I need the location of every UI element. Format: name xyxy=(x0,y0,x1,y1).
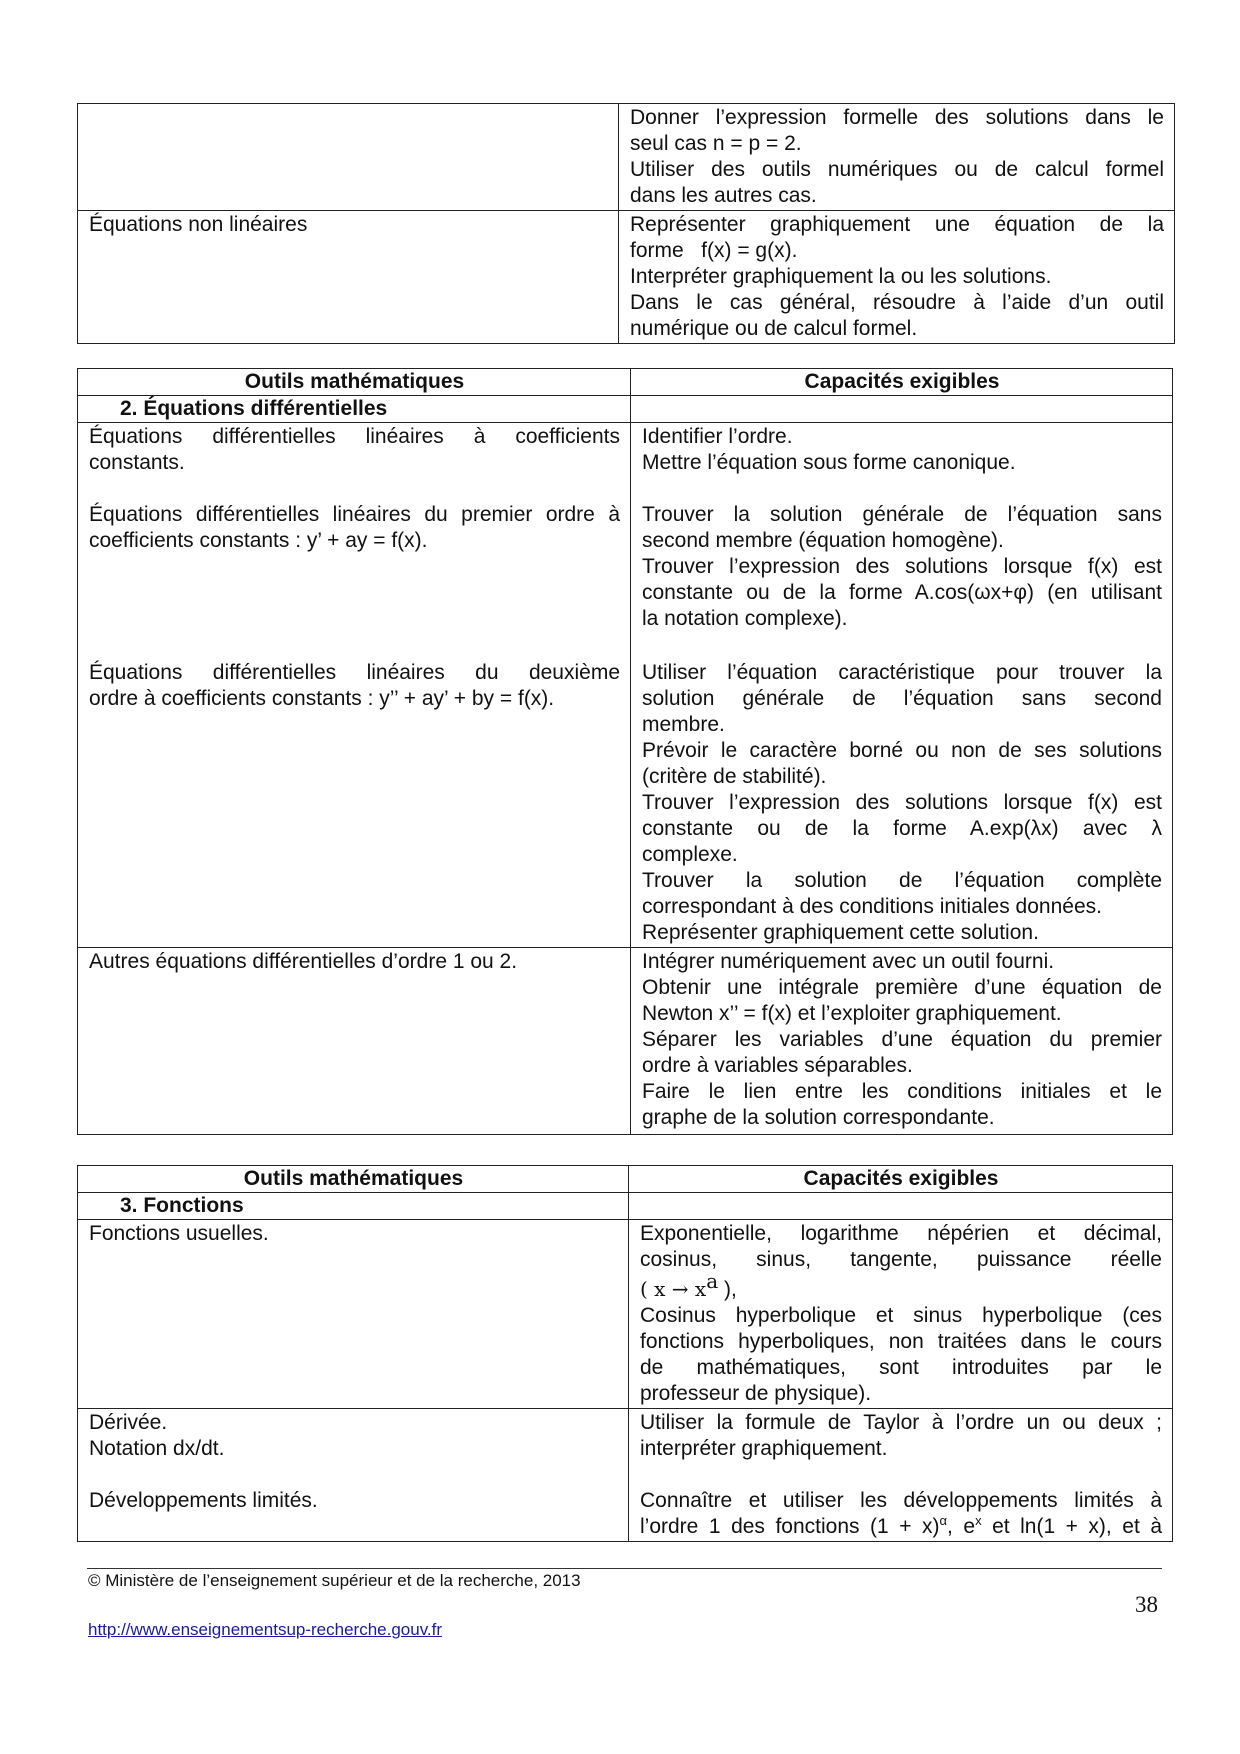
cell-left xyxy=(78,423,631,948)
spacer xyxy=(89,606,620,632)
text-line: Mettre l’équation sous forme canonique. xyxy=(642,451,1016,474)
text-line: membre. xyxy=(642,713,725,736)
text-line: Exponentielle, logarithme népérien et décimal, xyxy=(640,1222,1162,1245)
text-line: dans les autres cas. xyxy=(630,184,817,207)
text-line: Cosinus hyperbolique et sinus hyperbolique (ces xyxy=(640,1304,1162,1327)
cell-left xyxy=(78,1409,629,1542)
spacer xyxy=(89,1462,618,1488)
spacer xyxy=(642,632,1162,660)
cell-right xyxy=(619,104,1175,211)
text-line: Newton x’’ = f(x) et l’exploiter graphiquement. xyxy=(642,1002,1062,1025)
table-row xyxy=(78,211,1175,344)
spacer xyxy=(89,632,620,660)
math-exponent: α xyxy=(939,1513,948,1528)
text-line: Notation dx/dt. xyxy=(89,1437,225,1460)
section-title: 3. Fonctions xyxy=(78,1193,629,1220)
table-equations-differentielles xyxy=(77,368,1173,1135)
cell-right xyxy=(631,423,1173,948)
cell-left xyxy=(78,1220,629,1409)
text-line: second membre (équation homogène). xyxy=(642,529,1004,552)
text-line: constants. xyxy=(89,451,185,474)
cell-right xyxy=(629,1220,1173,1409)
cell-left xyxy=(78,104,619,211)
spacer xyxy=(642,476,1162,502)
math-text: ( x → x xyxy=(640,1277,707,1301)
text-line: Séparer les variables d’une équation du premier xyxy=(642,1028,1162,1051)
page-number: 38 xyxy=(1135,1592,1158,1617)
text-line: la notation complexe). xyxy=(642,607,848,630)
power-function-line xyxy=(640,1269,1162,1303)
cell-right xyxy=(631,948,1173,1135)
text-line: interpréter graphiquement. xyxy=(640,1437,888,1460)
text-line: Intégrer numériquement avec un outil fourni. xyxy=(642,950,1055,973)
footer-url-link[interactable]: http://www.enseignementsup-recherche.gouv.fr xyxy=(88,1620,443,1639)
text-line: fonctions hyperboliques, non traitées dans le cours xyxy=(640,1330,1162,1353)
header-outils: Outils mathématiques xyxy=(78,1166,629,1193)
table-row xyxy=(78,1409,1173,1542)
math-exponent: a xyxy=(706,1269,719,1293)
spacer xyxy=(89,554,620,580)
text-line: Dans le cas général, résoudre à l’aide d’un outil xyxy=(630,291,1164,314)
header-capacites: Capacités exigibles xyxy=(631,369,1173,396)
text-line xyxy=(640,1514,1162,1540)
header-outils: Outils mathématiques xyxy=(78,369,631,396)
text-line: ordre à coefficients constants : y’’ + ay’ + by = f(x). xyxy=(89,687,555,710)
text-line: constante ou de la forme A.cos(ωx+φ) (en utilisant xyxy=(642,581,1162,604)
text-line: Équations différentielles linéaires du premier ordre à xyxy=(89,503,620,526)
text-line: correspondant à des conditions initiales données. xyxy=(642,895,1102,918)
cell-right xyxy=(629,1409,1173,1542)
text-fragment: l’ordre 1 des fonctions (1 + x) xyxy=(640,1515,940,1538)
footer-divider xyxy=(87,1568,1162,1569)
text-line: numérique ou de calcul formel. xyxy=(630,317,918,340)
text-line: solution générale de l’équation sans second xyxy=(642,687,1162,710)
text-line: Utiliser l’équation caractéristique pour trouver la xyxy=(642,661,1162,684)
text-line: Interpréter graphiquement la ou les solutions. xyxy=(630,265,1052,288)
spacer xyxy=(640,1462,1162,1488)
text-fragment: , e xyxy=(947,1515,976,1538)
section-row xyxy=(78,1193,1173,1220)
text-line: Obtenir une intégrale première d’une équation de xyxy=(642,976,1162,999)
section-empty xyxy=(629,1193,1173,1220)
text-line: complexe. xyxy=(642,843,738,866)
text-line: Dérivée. xyxy=(89,1411,168,1434)
text-line: Faire le lien entre les conditions initiales et le xyxy=(642,1080,1162,1103)
text-line: Équations non linéaires xyxy=(89,213,308,236)
text-line: Prévoir le caractère borné ou non de ses solutions xyxy=(642,739,1162,762)
footer-copyright: © Ministère de l’enseignement supérieur et de la recherche, 2013 xyxy=(88,1571,581,1590)
section-title: 2. Équations différentielles xyxy=(78,396,631,423)
math-exponent: x xyxy=(975,1513,982,1528)
table-fonctions xyxy=(77,1165,1173,1542)
text-line: Connaître et utiliser les développements limités à xyxy=(640,1489,1162,1512)
table-row xyxy=(78,104,1175,211)
text-line: Fonctions usuelles. xyxy=(89,1222,269,1245)
text-line: Équations différentielles linéaires du deuxième xyxy=(89,661,620,684)
text-line: Utiliser des outils numériques ou de calcul formel xyxy=(630,158,1164,181)
text-line: ordre à variables séparables. xyxy=(642,1054,913,1077)
text-line: professeur de physique). xyxy=(640,1382,872,1405)
table-row xyxy=(78,423,1173,948)
text-line: Autres équations différentielles d’ordre 1 ou 2. xyxy=(89,950,518,973)
text-line: Donner l’expression formelle des solutions dans le xyxy=(630,106,1164,129)
header-capacites: Capacités exigibles xyxy=(629,1166,1173,1193)
spacer xyxy=(89,580,620,606)
table-header-row xyxy=(78,369,1173,396)
text-line: Identifier l’ordre. xyxy=(642,425,793,448)
text-line: Développements limités. xyxy=(89,1489,318,1512)
text-line: Trouver la solution de l’équation complète xyxy=(642,869,1162,892)
text-line: seul cas n = p = 2. xyxy=(630,132,802,155)
table-equations-non-lineaires xyxy=(77,103,1175,344)
math-text: ), xyxy=(718,1278,737,1301)
spacer xyxy=(89,476,620,502)
cell-left xyxy=(78,948,631,1135)
cell-left xyxy=(78,211,619,344)
text-line: Utiliser la formule de Taylor à l’ordre un ou deux ; xyxy=(640,1411,1162,1434)
section-empty xyxy=(631,396,1173,423)
table-row xyxy=(78,948,1173,1135)
text-line: Trouver la solution générale de l’équation sans xyxy=(642,503,1162,526)
text-line: coefficients constants : y’ + ay = f(x). xyxy=(89,529,428,552)
text-fragment: et ln(1 + x), et à xyxy=(981,1515,1162,1538)
text-line: constante ou de la forme A.exp(λx) avec λ xyxy=(642,817,1162,840)
table-row xyxy=(78,1220,1173,1409)
text-line: Représenter graphiquement cette solution. xyxy=(642,921,1039,944)
cell-right xyxy=(619,211,1175,344)
section-row xyxy=(78,396,1173,423)
text-line: graphe de la solution correspondante. xyxy=(642,1106,995,1129)
text-line: cosinus, sinus, tangente, puissance réelle xyxy=(640,1248,1162,1271)
text-line: forme f(x) = g(x). xyxy=(630,239,798,262)
table-header-row xyxy=(78,1166,1173,1193)
text-line: (critère de stabilité). xyxy=(642,765,827,788)
text-line: de mathématiques, sont introduites par le xyxy=(640,1356,1162,1379)
text-line: Représenter graphiquement une équation de la xyxy=(630,213,1164,236)
text-line: Équations différentielles linéaires à coefficients xyxy=(89,425,620,448)
text-line: Trouver l’expression des solutions lorsque f(x) est xyxy=(642,791,1162,814)
text-line: Trouver l’expression des solutions lorsque f(x) est xyxy=(642,555,1162,578)
